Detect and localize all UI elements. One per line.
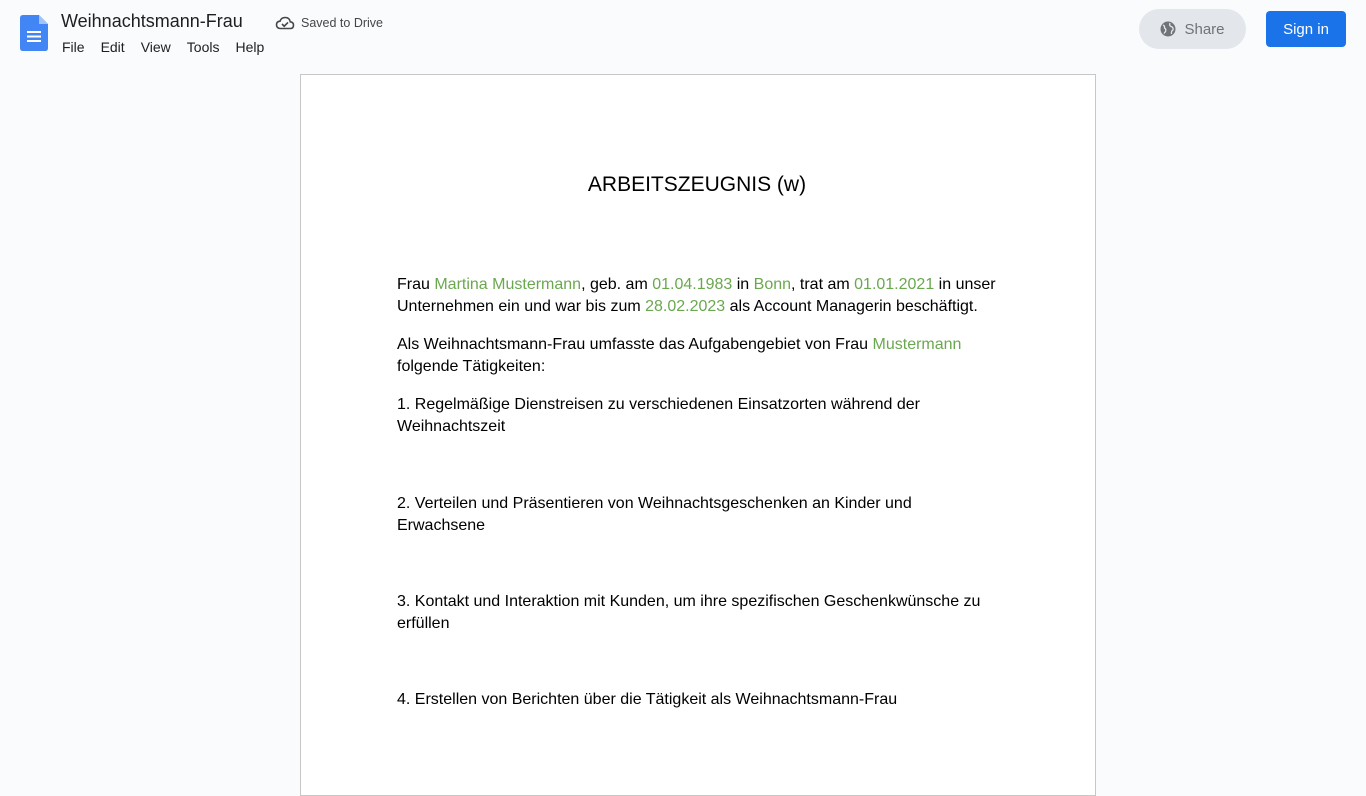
task-item-1: 1. Regelmäßige Dienstreisen zu verschiedenen Einsatzorten während der Weihnachtszeit (397, 396, 920, 435)
text-span: in unser Unternehmen ein und war bis zum (397, 276, 996, 315)
menu-edit[interactable]: Edit (100, 39, 125, 55)
menu-tools[interactable]: Tools (186, 39, 220, 55)
top-bar (0, 0, 1366, 74)
task-item-3: 3. Kontakt und Interaktion mit Kunden, um ihre spezifischen Geschenkwünsche zu erfüllen (397, 593, 981, 632)
text-span: , geb. am (581, 276, 653, 293)
cloud-saved-icon (275, 15, 295, 31)
document-page[interactable] (300, 74, 1096, 796)
google-docs-icon[interactable] (20, 15, 48, 51)
share-label: Share (1184, 20, 1225, 38)
text-span: Frau (397, 276, 435, 293)
text-span: Als Weihnachtsmann-Frau umfasste das Aufgabengebiet von Frau (397, 336, 873, 353)
task-item-4: 4. Erstellen von Berichten über die Tätigkeit als Weihnachtsmann-Frau (397, 691, 898, 708)
menu-bar (54, 36, 272, 58)
end-date: 28.02.2023 (645, 298, 726, 315)
menu-file[interactable]: File (62, 39, 85, 55)
text-span: , trat am (791, 276, 855, 293)
birth-date: 01.04.1983 (652, 276, 733, 293)
employee-surname: Mustermann (872, 336, 962, 353)
text-span: als Account Managerin beschäftigt. (725, 298, 978, 315)
paragraph-intro (397, 274, 997, 318)
birth-city: Bonn (753, 276, 792, 293)
task-item-2: 2. Verteilen und Präsentieren von Weihnachtsgeschenken an Kinder und Erwachsene (397, 495, 912, 534)
paragraph-duties-intro (397, 334, 997, 378)
save-status-label: Saved to Drive (301, 16, 383, 30)
menu-help[interactable]: Help (235, 39, 265, 55)
start-date: 01.01.2021 (854, 276, 935, 293)
document-heading: ARBEITSZEUGNIS (w) (587, 173, 807, 196)
employee-name: Martina Mustermann (434, 276, 582, 293)
share-button[interactable] (1139, 9, 1246, 49)
text-span: in (732, 276, 754, 293)
menu-view[interactable]: View (140, 39, 171, 55)
document-title[interactable]: Weihnachtsmann-Frau (61, 11, 243, 31)
sign-in-button[interactable]: Sign in (1266, 11, 1346, 47)
globe-icon (1160, 21, 1176, 37)
text-span: folgende Tätigkeiten: (397, 358, 546, 375)
save-status (275, 13, 383, 33)
